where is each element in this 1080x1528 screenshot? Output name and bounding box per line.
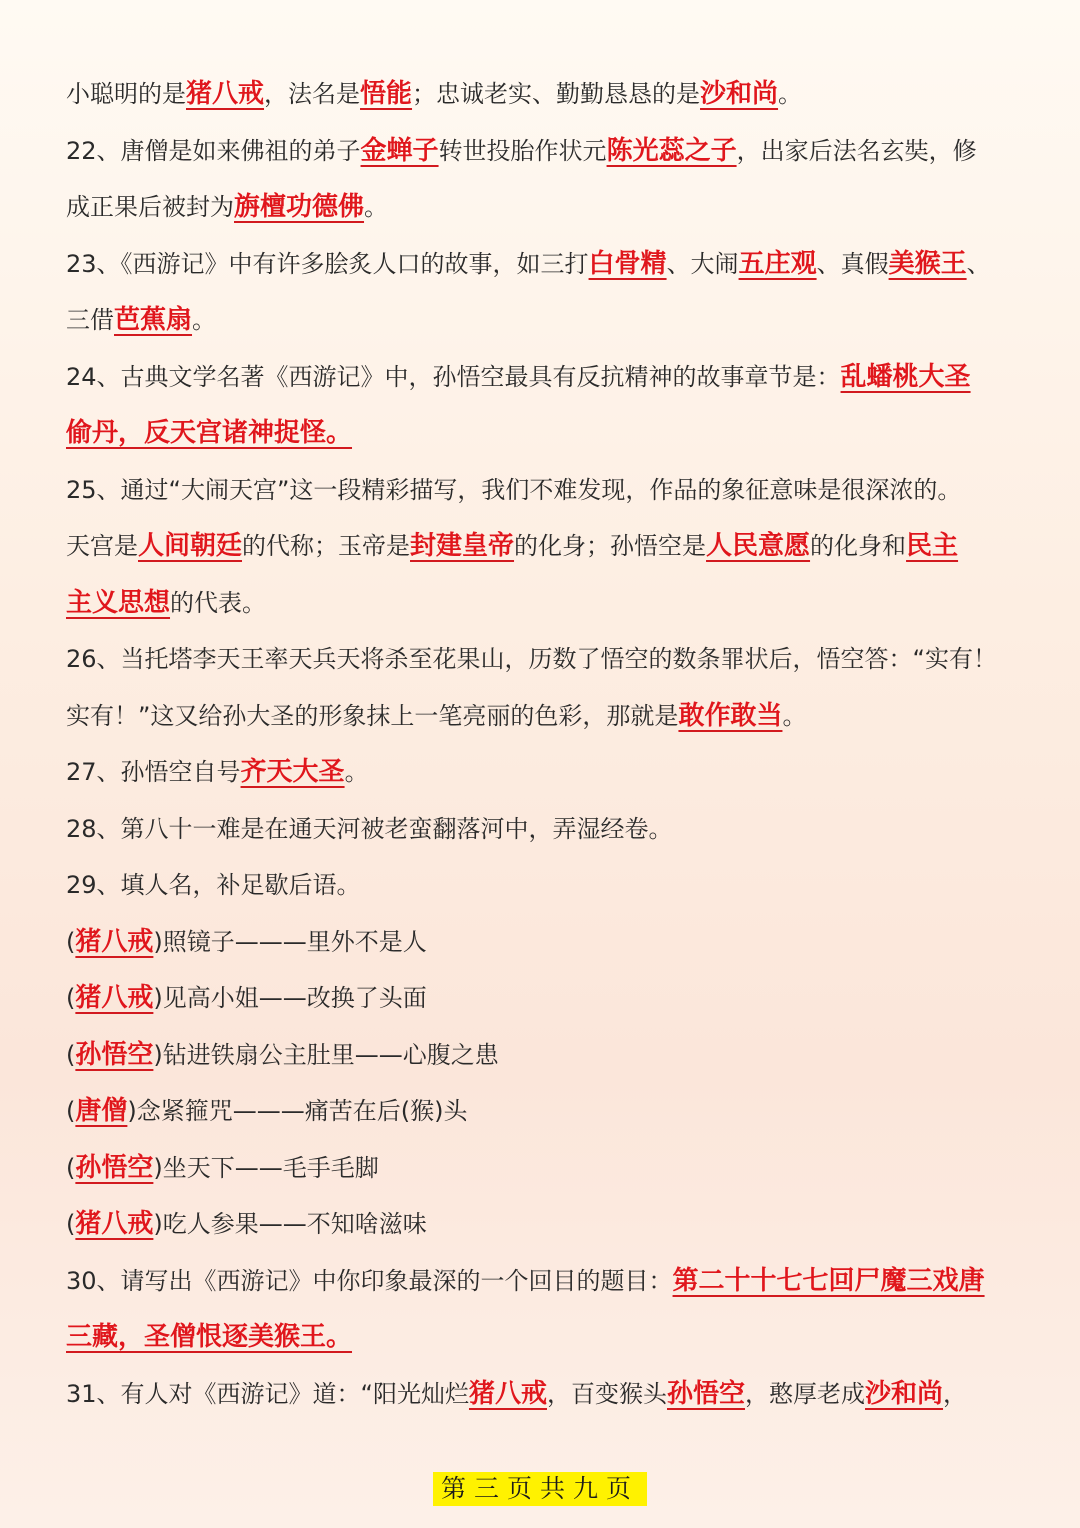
- question-text: ，法名是: [264, 80, 361, 108]
- question-text: ，出家后法名玄奘，修: [736, 136, 977, 165]
- answer-text: 旃檀功德佛: [234, 192, 365, 222]
- question-text: (: [66, 1040, 76, 1069]
- text-line: [66, 179, 1018, 236]
- answer-text: 人间朝廷: [138, 531, 243, 561]
- question-text: ；忠诚老实、勤勤恳恳的是: [412, 80, 701, 108]
- answer-text: 唐僧: [75, 1096, 128, 1126]
- question-text: 天宫是: [66, 532, 138, 560]
- question-text: )吃人参果——不知啥滋味: [153, 1210, 427, 1238]
- question-text: (: [66, 927, 76, 956]
- question-text: 25、通过“大闹天宫”这一段精彩描写，我们不难发现，作品的象征意味是很深浓的。: [66, 475, 962, 504]
- text-line: [66, 1196, 1018, 1253]
- answer-text: 敢作敢当: [678, 700, 783, 731]
- answer-text: 偷丹，反天宫诸神捉怪。: [66, 418, 353, 448]
- question-text: ，: [943, 1379, 968, 1408]
- text-line: [66, 970, 1018, 1027]
- question-text: 。: [782, 701, 807, 730]
- text-line: [66, 631, 1018, 688]
- text-line: [66, 857, 1018, 914]
- question-text: 22、唐僧是如来佛祖的弟子: [66, 136, 361, 165]
- question-text: 28、第八十一难是在通天河被老蛮翻落河中，弄湿经卷。: [66, 814, 673, 843]
- text-line: [66, 236, 1018, 293]
- answer-text: 孙悟空: [75, 1152, 154, 1183]
- question-text: 24、古典文学名著《西游记》中，孙悟空最具有反抗精神的故事章节是：: [66, 362, 841, 391]
- text-line: [66, 1083, 1018, 1140]
- answer-text: 美猴王: [888, 248, 967, 279]
- question-text: 的代表。: [170, 588, 267, 617]
- answer-text: 民主: [906, 531, 959, 561]
- answer-text: 三藏，圣僧恨逐美猴王。: [66, 1322, 353, 1352]
- answer-text: 悟能: [360, 79, 413, 109]
- question-text: 29、填人名，补足歇后语。: [66, 871, 361, 899]
- answer-text: 猪八戒: [75, 1209, 154, 1239]
- answer-text: 孙悟空: [667, 1378, 746, 1409]
- question-text: 转世投胎作状元: [438, 136, 607, 165]
- question-text: 的化身；孙悟空是: [514, 532, 707, 560]
- question-text: ，百变猴头: [547, 1379, 667, 1408]
- answer-text: 沙和尚: [700, 79, 779, 109]
- text-line: [66, 1309, 1018, 1366]
- question-text: 。: [344, 758, 369, 786]
- question-text: 实有！”这又给孙大圣的形象抹上一笔亮丽的色彩，那就是: [66, 701, 679, 730]
- text-line: [66, 1027, 1018, 1084]
- question-text: 、大闹: [666, 249, 739, 278]
- answer-text: 人民意愿: [706, 531, 811, 561]
- question-text: )见高小姐——改换了头面: [153, 984, 427, 1012]
- text-line: [66, 1366, 1018, 1423]
- text-line: [66, 349, 1018, 406]
- question-text: 的化身和: [810, 532, 907, 560]
- question-text: (: [66, 1153, 76, 1182]
- question-text: 23、《西游记》中有许多脍炙人口的故事，如三打: [66, 249, 589, 278]
- answer-text: 猪八戒: [75, 926, 154, 957]
- text-line: [66, 1253, 1018, 1310]
- question-text: 。: [192, 306, 217, 334]
- text-line: [66, 123, 1018, 180]
- question-text: 的代称；玉帝是: [242, 532, 411, 560]
- question-text: 成正果后被封为: [66, 193, 234, 221]
- page-footer: [0, 1472, 1080, 1506]
- answer-text: 猪八戒: [75, 983, 154, 1013]
- question-text: 、: [966, 249, 991, 278]
- question-text: 小聪明的是: [66, 80, 186, 108]
- answer-text: 沙和尚: [865, 1378, 944, 1409]
- question-text: 。: [778, 80, 803, 108]
- question-text: )坐天下——毛手毛脚: [153, 1153, 379, 1182]
- question-list: [66, 66, 1018, 1422]
- text-line: [66, 575, 1018, 632]
- answer-text: 白骨精: [588, 248, 667, 279]
- text-line: [66, 518, 1018, 575]
- answer-text: 猪八戒: [186, 79, 265, 109]
- question-text: 、真假: [816, 249, 889, 278]
- question-text: 27、孙悟空自号: [66, 758, 241, 786]
- question-text: 三借: [66, 306, 114, 334]
- question-text: )念紧箍咒———痛苦在后(猴)头: [127, 1097, 468, 1125]
- question-text: (: [66, 1097, 76, 1125]
- text-line: [66, 801, 1018, 858]
- question-text: ，憨厚老成: [745, 1379, 866, 1408]
- question-text: (: [66, 984, 76, 1012]
- answer-text: 猪八戒: [468, 1378, 547, 1409]
- page-number: 第三页共九页: [433, 1472, 647, 1506]
- question-text: 。: [364, 193, 389, 221]
- answer-text: 主义思想: [66, 587, 171, 618]
- answer-text: 孙悟空: [75, 1039, 154, 1070]
- answer-text: 第二十十七七回尸魔三戏唐: [672, 1265, 985, 1296]
- text-line: [66, 1140, 1018, 1197]
- text-line: [66, 462, 1018, 519]
- question-text: (: [66, 1210, 76, 1238]
- question-text: 26、当托塔李天王率天兵天将杀至花果山，历数了悟空的数条罪状后，悟空答：“实有！: [66, 645, 997, 673]
- answer-text: 五庄观: [738, 248, 817, 279]
- question-text: )照镜子———里外不是人: [153, 927, 427, 956]
- text-line: [66, 66, 1018, 123]
- text-line: [66, 292, 1018, 349]
- answer-text: 乱蟠桃大圣: [840, 361, 971, 392]
- answer-text: 芭蕉扇: [114, 305, 193, 335]
- text-line: [66, 405, 1018, 462]
- text-line: [66, 688, 1018, 745]
- question-text: 30、请写出《西游记》中你印象最深的一个回目的题目：: [66, 1266, 673, 1295]
- question-text: )钻进铁扇公主肚里——心腹之患: [153, 1040, 499, 1069]
- answer-text: 齐天大圣: [240, 757, 345, 787]
- answer-text: 封建皇帝: [410, 531, 515, 561]
- answer-text: 陈光蕊之子: [606, 135, 737, 166]
- answer-text: 金蝉子: [360, 135, 439, 166]
- text-line: [66, 744, 1018, 801]
- question-text: 31、有人对《西游记》道：“阳光灿烂: [66, 1379, 469, 1408]
- text-line: [66, 914, 1018, 971]
